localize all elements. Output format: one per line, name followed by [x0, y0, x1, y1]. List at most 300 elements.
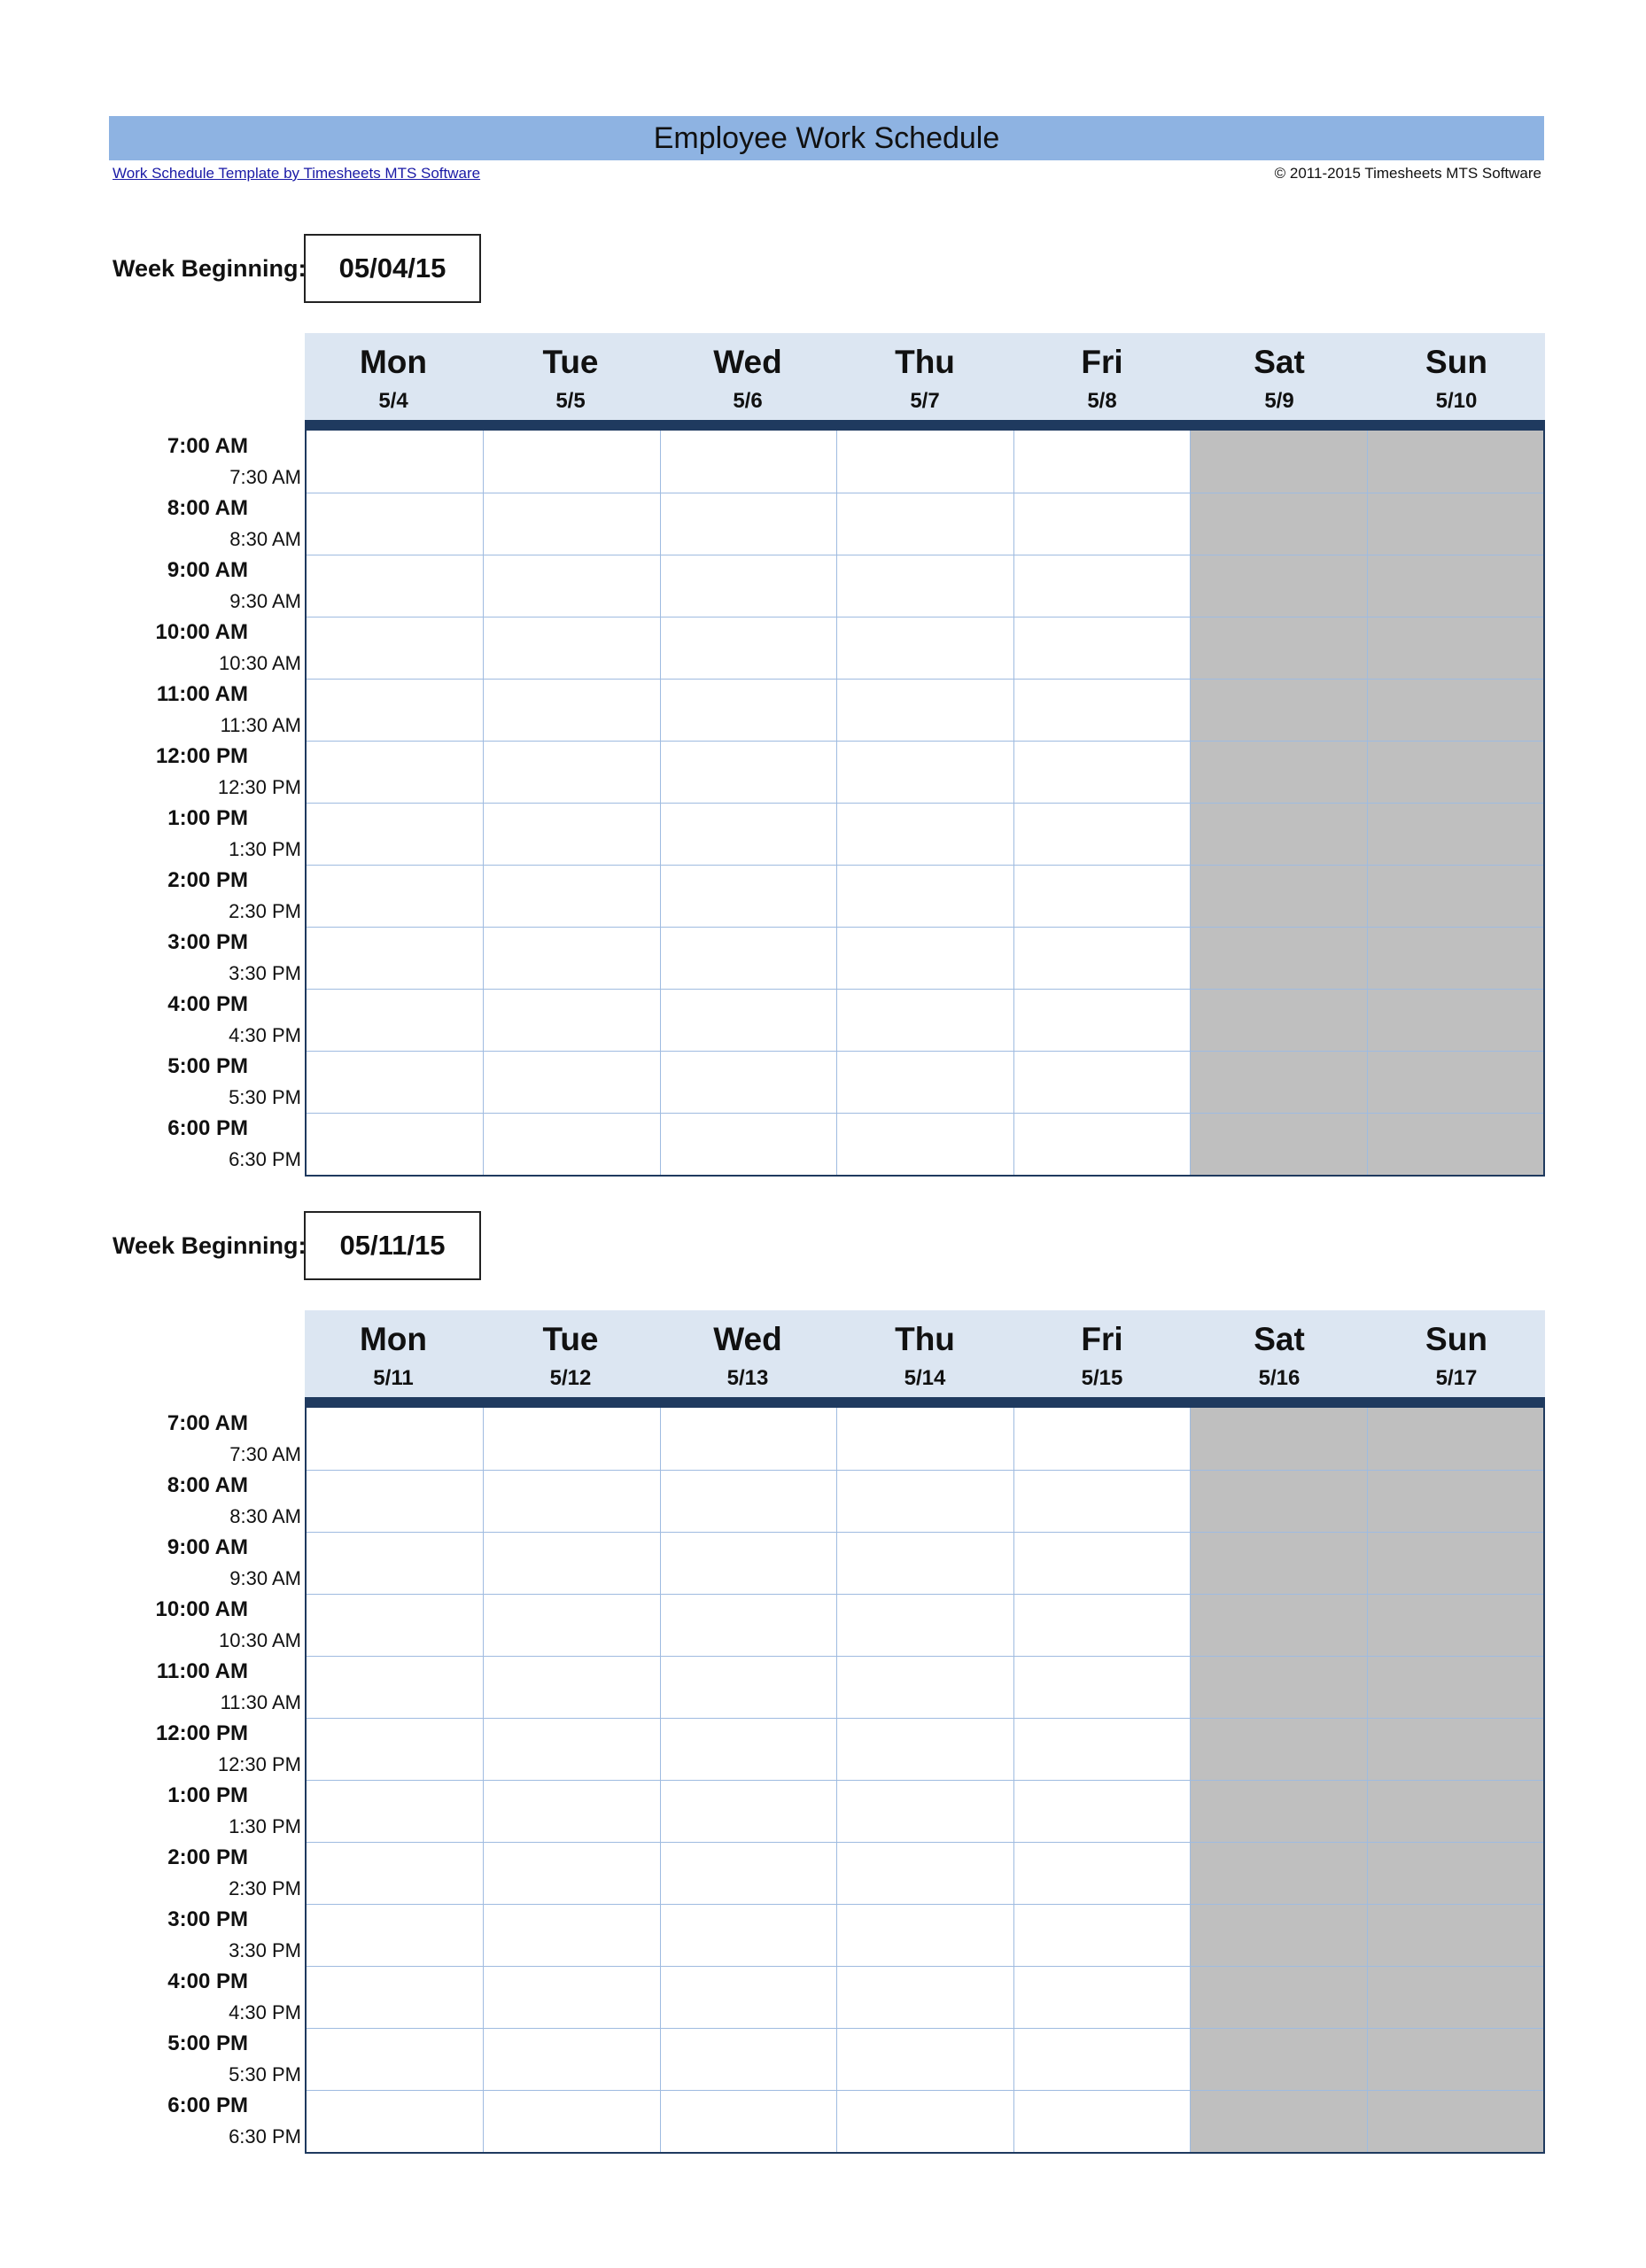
schedule-row — [307, 989, 1543, 1051]
schedule-cell-thu[interactable] — [836, 1595, 1013, 1656]
schedule-cell-sat[interactable] — [1190, 742, 1366, 803]
schedule-cell-mon[interactable] — [307, 680, 483, 741]
schedule-cell-sun[interactable] — [1367, 1595, 1543, 1656]
day-date: 5/11 — [373, 1366, 414, 1390]
time-slot — [124, 493, 301, 555]
schedule-cell-sat[interactable] — [1190, 680, 1366, 741]
schedule-cell-sun[interactable] — [1367, 1533, 1543, 1594]
schedule-cell-wed[interactable] — [660, 1408, 836, 1470]
schedule-grid — [305, 431, 1545, 1177]
day-header-fri — [1013, 1310, 1191, 1397]
schedule-cell-wed[interactable] — [660, 1533, 836, 1594]
hour-label: 4:00 PM — [167, 992, 248, 1016]
schedule-cell-mon[interactable] — [307, 431, 483, 493]
time-slot — [124, 617, 301, 679]
schedule-cell-thu[interactable] — [836, 1967, 1013, 2028]
week-start-date-field[interactable]: 05/11/15 — [304, 1211, 481, 1280]
schedule-cell-tue[interactable] — [483, 680, 659, 741]
schedule-cell-sat[interactable] — [1190, 1781, 1366, 1842]
hour-label: 7:00 AM — [167, 434, 248, 458]
schedule-cell-sun[interactable] — [1367, 1967, 1543, 2028]
schedule-cell-sun[interactable] — [1367, 1052, 1543, 1113]
schedule-row — [307, 741, 1543, 803]
schedule-cell-fri[interactable] — [1013, 1471, 1190, 1532]
schedule-cell-fri[interactable] — [1013, 493, 1190, 555]
schedule-cell-thu[interactable] — [836, 804, 1013, 865]
day-name: Sat — [1254, 1321, 1305, 1357]
day-date: 5/6 — [733, 389, 763, 413]
schedule-cell-mon[interactable] — [307, 1471, 483, 1532]
schedule-cell-mon[interactable] — [307, 866, 483, 927]
schedule-cell-thu[interactable] — [836, 1781, 1013, 1842]
day-name: Wed — [713, 1321, 782, 1357]
day-name: Wed — [713, 344, 782, 380]
schedule-row — [307, 1113, 1543, 1175]
schedule-cell-wed[interactable] — [660, 2029, 836, 2090]
schedule-cell-sat[interactable] — [1190, 555, 1366, 617]
schedule-cell-mon[interactable] — [307, 742, 483, 803]
schedule-cell-tue[interactable] — [483, 1052, 659, 1113]
schedule-cell-fri[interactable] — [1013, 990, 1190, 1051]
copyright-notice: © 2011-2015 Timesheets MTS Software — [1274, 165, 1541, 182]
half-hour-label: 5:30 PM — [229, 2063, 301, 2085]
schedule-row — [307, 1408, 1543, 1470]
schedule-cell-sun[interactable] — [1367, 1657, 1543, 1718]
hour-label: 9:00 AM — [167, 1535, 248, 1559]
schedule-cell-sat[interactable] — [1190, 990, 1366, 1051]
hour-label: 3:00 PM — [167, 930, 248, 954]
schedule-cell-wed[interactable] — [660, 2091, 836, 2152]
schedule-cell-sat[interactable] — [1190, 1967, 1366, 2028]
schedule-row — [307, 1532, 1543, 1594]
schedule-cell-sat[interactable] — [1190, 1719, 1366, 1780]
schedule-cell-thu[interactable] — [836, 2091, 1013, 2152]
schedule-row — [307, 2028, 1543, 2090]
day-header-tue — [482, 1310, 659, 1397]
schedule-cell-wed[interactable] — [660, 1657, 836, 1718]
day-header-sun — [1368, 1310, 1545, 1397]
schedule-row — [307, 1780, 1543, 1842]
hour-label: 7:00 AM — [167, 1411, 248, 1435]
schedule-cell-wed[interactable] — [660, 1052, 836, 1113]
schedule-cell-tue[interactable] — [483, 1843, 659, 1904]
day-name: Sun — [1425, 344, 1487, 380]
schedule-cell-sat[interactable] — [1190, 1533, 1366, 1594]
half-hour-label: 1:30 PM — [229, 1815, 301, 1837]
schedule-cell-fri[interactable] — [1013, 1052, 1190, 1113]
half-hour-label: 10:30 AM — [219, 652, 301, 674]
half-hour-label: 1:30 PM — [229, 838, 301, 860]
schedule-cell-fri[interactable] — [1013, 1657, 1190, 1718]
day-date: 5/17 — [1435, 1366, 1478, 1390]
time-slot — [124, 803, 301, 865]
half-hour-label: 8:30 AM — [229, 1505, 301, 1527]
schedule-cell-tue[interactable] — [483, 804, 659, 865]
template-link[interactable]: Work Schedule Template by Timesheets MTS Software — [113, 165, 481, 182]
day-date: 5/12 — [549, 1366, 592, 1390]
schedule-cell-sat[interactable] — [1190, 1595, 1366, 1656]
time-slot — [124, 1470, 301, 1532]
schedule-cell-fri[interactable] — [1013, 804, 1190, 865]
half-hour-label: 6:30 PM — [229, 2125, 301, 2148]
half-hour-label: 6:30 PM — [229, 1148, 301, 1170]
half-hour-label: 4:30 PM — [229, 1024, 301, 1046]
schedule-cell-wed[interactable] — [660, 1967, 836, 2028]
schedule-cell-mon[interactable] — [307, 493, 483, 555]
schedule-cell-fri[interactable] — [1013, 1843, 1190, 1904]
schedule-cell-wed[interactable] — [660, 742, 836, 803]
schedule-cell-sun[interactable] — [1367, 493, 1543, 555]
schedule-cell-fri[interactable] — [1013, 1595, 1190, 1656]
half-hour-label: 11:30 AM — [220, 1691, 301, 1713]
day-header-fri — [1013, 333, 1191, 420]
time-slot — [124, 1842, 301, 1904]
schedule-cell-tue[interactable] — [483, 1967, 659, 2028]
schedule-cell-mon[interactable] — [307, 1595, 483, 1656]
schedule-cell-tue[interactable] — [483, 1905, 659, 1966]
day-header-mon — [305, 333, 482, 420]
time-slot — [124, 431, 301, 493]
schedule-cell-fri[interactable] — [1013, 1719, 1190, 1780]
schedule-cell-sat[interactable] — [1190, 1114, 1366, 1175]
schedule-cell-wed[interactable] — [660, 617, 836, 679]
schedule-cell-thu[interactable] — [836, 1657, 1013, 1718]
schedule-cell-mon[interactable] — [307, 617, 483, 679]
half-hour-label: 5:30 PM — [229, 1086, 301, 1108]
schedule-cell-sat[interactable] — [1190, 804, 1366, 865]
schedule-row — [307, 927, 1543, 989]
schedule-cell-mon[interactable] — [307, 1533, 483, 1594]
schedule-cell-fri[interactable] — [1013, 1408, 1190, 1470]
half-hour-label: 3:30 PM — [229, 962, 301, 984]
time-slot — [124, 1408, 301, 1470]
schedule-cell-mon[interactable] — [307, 2029, 483, 2090]
time-slot — [124, 2028, 301, 2090]
schedule-cell-tue[interactable] — [483, 493, 659, 555]
schedule-cell-sat[interactable] — [1190, 493, 1366, 555]
schedule-row — [307, 803, 1543, 865]
schedule-cell-mon[interactable] — [307, 1781, 483, 1842]
schedule-cell-mon[interactable] — [307, 555, 483, 617]
schedule-cell-thu[interactable] — [836, 1471, 1013, 1532]
day-name: Tue — [542, 344, 599, 380]
schedule-cell-fri[interactable] — [1013, 1967, 1190, 2028]
schedule-cell-tue[interactable] — [483, 990, 659, 1051]
time-slot — [124, 1966, 301, 2028]
schedule-cell-tue[interactable] — [483, 555, 659, 617]
schedule-cell-fri[interactable] — [1013, 617, 1190, 679]
schedule-row — [307, 1656, 1543, 1718]
time-slot — [124, 1113, 301, 1175]
schedule-cell-wed[interactable] — [660, 1114, 836, 1175]
schedule-cell-sun[interactable] — [1367, 866, 1543, 927]
day-name: Thu — [895, 1321, 955, 1357]
day-date: 5/10 — [1435, 389, 1478, 413]
schedule-cell-wed[interactable] — [660, 1781, 836, 1842]
schedule-cell-thu[interactable] — [836, 493, 1013, 555]
time-slot — [124, 555, 301, 617]
half-hour-label: 3:30 PM — [229, 1939, 301, 1961]
day-header-sat — [1191, 333, 1368, 420]
schedule-row — [307, 1842, 1543, 1904]
schedule-row — [307, 617, 1543, 679]
half-hour-label: 10:30 AM — [219, 1629, 301, 1651]
schedule-cell-sun[interactable] — [1367, 1471, 1543, 1532]
schedule-cell-thu[interactable] — [836, 1719, 1013, 1780]
schedule-cell-wed[interactable] — [660, 1843, 836, 1904]
schedule-cell-thu[interactable] — [836, 617, 1013, 679]
schedule-cell-wed[interactable] — [660, 990, 836, 1051]
schedule-cell-tue[interactable] — [483, 1114, 659, 1175]
schedule-cell-wed[interactable] — [660, 1719, 836, 1780]
schedule-cell-tue[interactable] — [483, 1533, 659, 1594]
half-hour-label: 12:30 PM — [217, 1753, 301, 1775]
schedule-cell-sun[interactable] — [1367, 680, 1543, 741]
day-header-thu — [836, 1310, 1013, 1397]
schedule-cell-fri[interactable] — [1013, 1533, 1190, 1594]
schedule-cell-mon[interactable] — [307, 1905, 483, 1966]
schedule-cell-fri[interactable] — [1013, 2029, 1190, 2090]
schedule-cell-thu[interactable] — [836, 1843, 1013, 1904]
schedule-cell-wed[interactable] — [660, 493, 836, 555]
schedule-cell-thu[interactable] — [836, 1114, 1013, 1175]
schedule-cell-fri[interactable] — [1013, 1781, 1190, 1842]
schedule-cell-thu[interactable] — [836, 742, 1013, 803]
schedule-cell-thu[interactable] — [836, 866, 1013, 927]
time-labels — [124, 1408, 301, 2152]
schedule-cell-tue[interactable] — [483, 1408, 659, 1470]
schedule-cell-thu[interactable] — [836, 928, 1013, 989]
hour-label: 8:00 AM — [167, 1473, 248, 1497]
schedule-cell-mon[interactable] — [307, 1657, 483, 1718]
time-slot — [124, 927, 301, 989]
schedule-cell-wed[interactable] — [660, 1595, 836, 1656]
schedule-cell-wed[interactable] — [660, 680, 836, 741]
day-header-sat — [1191, 1310, 1368, 1397]
day-header-row — [305, 333, 1545, 420]
time-slot — [124, 1532, 301, 1594]
schedule-cell-sat[interactable] — [1190, 1843, 1366, 1904]
schedule-cell-tue[interactable] — [483, 2029, 659, 2090]
schedule-cell-sat[interactable] — [1190, 2091, 1366, 2152]
schedule-cell-thu[interactable] — [836, 555, 1013, 617]
day-date: 5/5 — [555, 389, 586, 413]
schedule-cell-sun[interactable] — [1367, 1905, 1543, 1966]
time-slot — [124, 1780, 301, 1842]
schedule-cell-sun[interactable] — [1367, 1114, 1543, 1175]
schedule-cell-fri[interactable] — [1013, 742, 1190, 803]
schedule-cell-tue[interactable] — [483, 1595, 659, 1656]
day-header-tue — [482, 333, 659, 420]
header-divider — [305, 420, 1545, 431]
hour-label: 5:00 PM — [167, 1054, 248, 1078]
schedule-cell-fri[interactable] — [1013, 1905, 1190, 1966]
schedule-cell-tue[interactable] — [483, 2091, 659, 2152]
day-date: 5/15 — [1081, 1366, 1123, 1390]
week-beginning-label: Week Beginning: — [113, 1232, 307, 1259]
schedule-cell-tue[interactable] — [483, 928, 659, 989]
schedule-cell-tue[interactable] — [483, 1471, 659, 1532]
schedule-cell-mon[interactable] — [307, 1719, 483, 1780]
schedule-cell-thu[interactable] — [836, 431, 1013, 493]
schedule-cell-fri[interactable] — [1013, 1114, 1190, 1175]
week-beginning-label: Week Beginning: — [113, 255, 307, 282]
schedule-cell-sat[interactable] — [1190, 617, 1366, 679]
schedule-cell-mon[interactable] — [307, 1052, 483, 1113]
schedule-cell-sun[interactable] — [1367, 555, 1543, 617]
week-start-date-field[interactable]: 05/04/15 — [304, 234, 481, 303]
schedule-row — [307, 1718, 1543, 1780]
day-name: Sun — [1425, 1321, 1487, 1357]
schedule-row — [307, 2090, 1543, 2152]
schedule-cell-sat[interactable] — [1190, 431, 1366, 493]
schedule-cell-mon[interactable] — [307, 1843, 483, 1904]
time-slot — [124, 865, 301, 927]
day-header-sun — [1368, 333, 1545, 420]
schedule-cell-fri[interactable] — [1013, 928, 1190, 989]
schedule-cell-mon[interactable] — [307, 1114, 483, 1175]
schedule-cell-fri[interactable] — [1013, 866, 1190, 927]
hour-label: 5:00 PM — [167, 2031, 248, 2055]
schedule-cell-sun[interactable] — [1367, 742, 1543, 803]
schedule-cell-tue[interactable] — [483, 617, 659, 679]
hour-label: 12:00 PM — [155, 1721, 248, 1745]
schedule-grid — [305, 1408, 1545, 2154]
schedule-row — [307, 1594, 1543, 1656]
schedule-cell-mon[interactable] — [307, 990, 483, 1051]
schedule-cell-thu[interactable] — [836, 2029, 1013, 2090]
schedule-cell-sat[interactable] — [1190, 866, 1366, 927]
schedule-cell-tue[interactable] — [483, 866, 659, 927]
half-hour-label: 12:30 PM — [217, 776, 301, 798]
day-header-row — [305, 1310, 1545, 1397]
day-date: 5/14 — [904, 1366, 946, 1390]
half-hour-label: 7:30 AM — [229, 466, 301, 488]
schedule-row — [307, 431, 1543, 493]
day-name: Fri — [1081, 344, 1123, 380]
schedule-cell-sat[interactable] — [1190, 1408, 1366, 1470]
half-hour-label: 9:30 AM — [229, 1567, 301, 1589]
schedule-row — [307, 865, 1543, 927]
schedule-cell-tue[interactable] — [483, 1781, 659, 1842]
schedule-cell-thu[interactable] — [836, 1052, 1013, 1113]
schedule-row — [307, 493, 1543, 555]
schedule-cell-mon[interactable] — [307, 928, 483, 989]
hour-label: 6:00 PM — [167, 2093, 248, 2117]
schedule-cell-fri[interactable] — [1013, 680, 1190, 741]
schedule-cell-tue[interactable] — [483, 1719, 659, 1780]
schedule-cell-sat[interactable] — [1190, 1471, 1366, 1532]
schedule-cell-wed[interactable] — [660, 928, 836, 989]
day-header-thu — [836, 333, 1013, 420]
schedule-cell-sat[interactable] — [1190, 1905, 1366, 1966]
schedule-row — [307, 1470, 1543, 1532]
half-hour-label: 11:30 AM — [220, 714, 301, 736]
schedule-cell-sun[interactable] — [1367, 1843, 1543, 1904]
schedule-cell-sun[interactable] — [1367, 2091, 1543, 2152]
hour-label: 2:00 PM — [167, 868, 248, 892]
half-hour-label: 8:30 AM — [229, 528, 301, 550]
time-slot — [124, 1594, 301, 1656]
hour-label: 11:00 AM — [156, 1659, 248, 1683]
hour-label: 8:00 AM — [167, 496, 248, 520]
day-date: 5/8 — [1087, 389, 1117, 413]
schedule-cell-thu[interactable] — [836, 1533, 1013, 1594]
schedule-cell-wed[interactable] — [660, 866, 836, 927]
hour-label: 10:00 AM — [155, 620, 248, 644]
day-name: Fri — [1081, 1321, 1123, 1357]
schedule-cell-thu[interactable] — [836, 1905, 1013, 1966]
schedule-cell-sun[interactable] — [1367, 431, 1543, 493]
half-hour-label: 2:30 PM — [229, 1877, 301, 1899]
schedule-cell-wed[interactable] — [660, 431, 836, 493]
half-hour-label: 9:30 AM — [229, 590, 301, 612]
day-name: Tue — [542, 1321, 599, 1357]
schedule-cell-mon[interactable] — [307, 2091, 483, 2152]
schedule-cell-fri[interactable] — [1013, 431, 1190, 493]
hour-label: 2:00 PM — [167, 1845, 248, 1869]
time-slot — [124, 1718, 301, 1780]
day-header-wed — [659, 1310, 836, 1397]
schedule-cell-sun[interactable] — [1367, 990, 1543, 1051]
time-slot — [124, 741, 301, 803]
schedule-cell-wed[interactable] — [660, 555, 836, 617]
schedule-cell-tue[interactable] — [483, 742, 659, 803]
schedule-cell-tue[interactable] — [483, 1657, 659, 1718]
schedule-cell-mon[interactable] — [307, 1967, 483, 2028]
schedule-cell-sun[interactable] — [1367, 804, 1543, 865]
schedule-cell-thu[interactable] — [836, 1408, 1013, 1470]
time-slot — [124, 1904, 301, 1966]
schedule-cell-sun[interactable] — [1367, 617, 1543, 679]
schedule-cell-thu[interactable] — [836, 990, 1013, 1051]
schedule-cell-sun[interactable] — [1367, 928, 1543, 989]
schedule-cell-fri[interactable] — [1013, 555, 1190, 617]
hour-label: 12:00 PM — [155, 744, 248, 768]
hour-label: 1:00 PM — [167, 806, 248, 830]
schedule-cell-sat[interactable] — [1190, 1052, 1366, 1113]
day-name: Thu — [895, 344, 955, 380]
schedule-cell-sat[interactable] — [1190, 928, 1366, 989]
schedule-cell-tue[interactable] — [483, 431, 659, 493]
schedule-cell-fri[interactable] — [1013, 2091, 1190, 2152]
half-hour-label: 2:30 PM — [229, 900, 301, 922]
schedule-cell-sun[interactable] — [1367, 2029, 1543, 2090]
day-date: 5/9 — [1264, 389, 1294, 413]
day-header-wed — [659, 333, 836, 420]
schedule-cell-sat[interactable] — [1190, 2029, 1366, 2090]
schedule-row — [307, 1904, 1543, 1966]
schedule-cell-mon[interactable] — [307, 1408, 483, 1470]
schedule-cell-wed[interactable] — [660, 804, 836, 865]
schedule-row — [307, 555, 1543, 617]
day-name: Mon — [359, 1321, 428, 1357]
schedule-cell-sat[interactable] — [1190, 1657, 1366, 1718]
schedule-cell-wed[interactable] — [660, 1905, 836, 1966]
schedule-cell-sun[interactable] — [1367, 1781, 1543, 1842]
day-date: 5/13 — [726, 1366, 769, 1390]
hour-label: 9:00 AM — [167, 558, 248, 582]
hour-label: 11:00 AM — [156, 682, 248, 706]
day-header-mon — [305, 1310, 482, 1397]
day-date: 5/7 — [910, 389, 940, 413]
schedule-cell-mon[interactable] — [307, 804, 483, 865]
day-date: 5/4 — [378, 389, 408, 413]
schedule-cell-wed[interactable] — [660, 1471, 836, 1532]
schedule-cell-sun[interactable] — [1367, 1719, 1543, 1780]
schedule-cell-sun[interactable] — [1367, 1408, 1543, 1470]
schedule-cell-thu[interactable] — [836, 680, 1013, 741]
